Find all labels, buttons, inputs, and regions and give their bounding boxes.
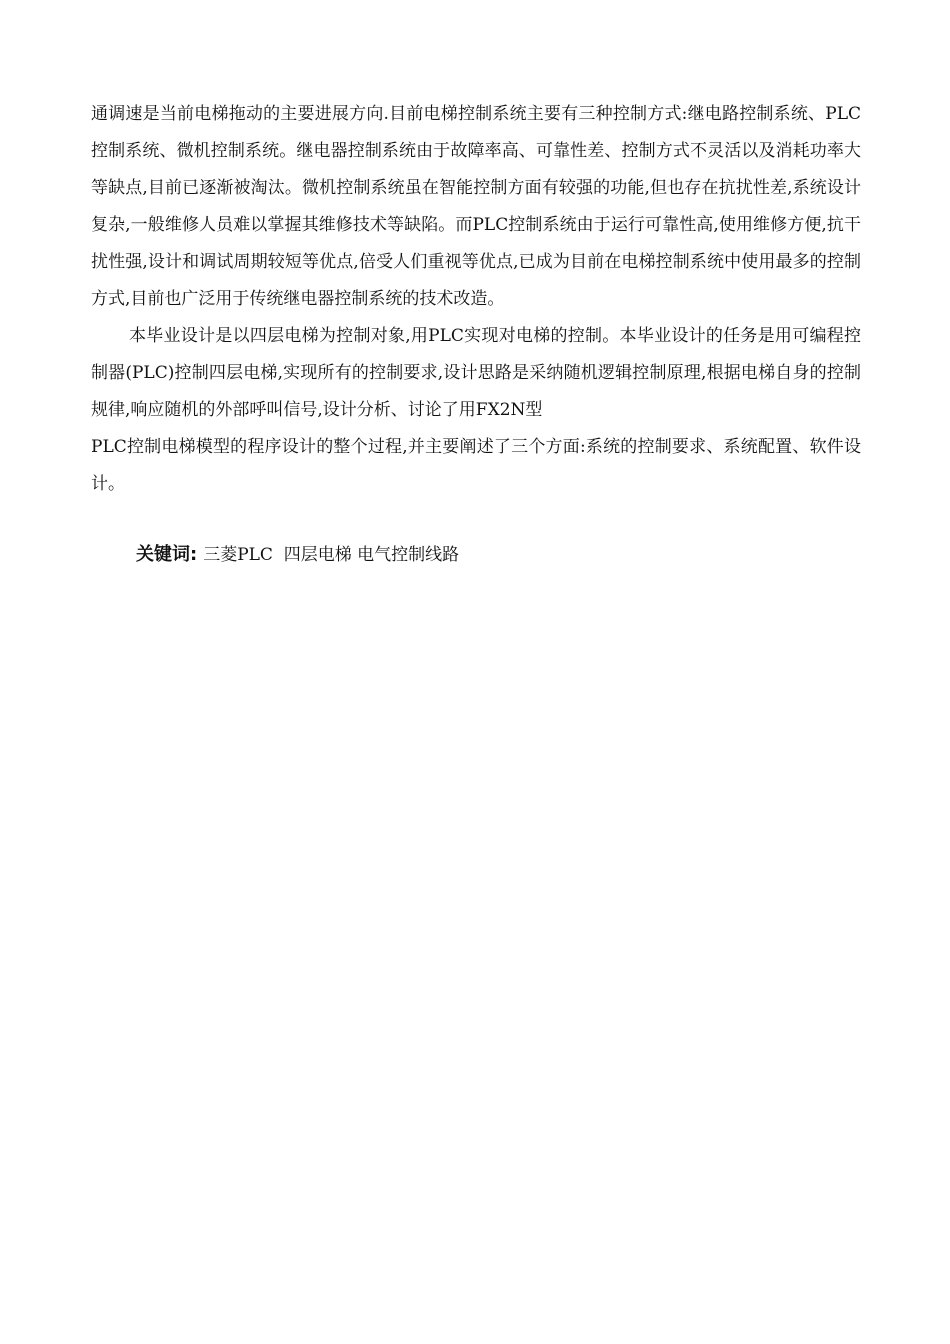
abstract-paragraph-2: 本毕业设计是以四层电梯为控制对象,用PLC实现对电梯的控制。本毕业设计的任务是用可编程控制器(PLC)控制四层电梯,实现所有的控制要求,设计思路是采纳随机逻辑控制原理,根据电梯自身的控制规律,响应随机的外部呼叫信号,设计分析、讨论了用FX2N型 PLC控制电梯模型的程序设计的整个过程,并主要阐述了三个方面:系统的控制要求、系统配置、软件设计。 (91, 326, 861, 494)
abstract-body (91, 96, 861, 503)
keywords-line (136, 536, 459, 574)
abstract-paragraph-1: 通调速是当前电梯拖动的主要进展方向.目前电梯控制系统主要有三种控制方式:继电路控制系统、PLC控制系统、微机控制系统。继电器控制系统由于故障率高、可靠性差、控制方式不灵活以及消耗功率大等缺点,目前已逐渐被淘汰。微机控制系统虽在智能控制方面有较强的功能,但也存在抗扰性差,系统设计复杂,一般维修人员难以掌握其维修技术等缺陷。而PLC控制系统由于运行可靠性高,使用维修方便,抗干扰性强,设计和调试周期较短等优点,倍受人们重视等优点,已成为目前在电梯控制系统中使用最多的控制方式,目前也广泛用于传统继电器控制系统的技术改造。 (91, 104, 861, 309)
keywords-values: 三菱PLC 四层电梯 电气控制线路 (203, 545, 460, 565)
keywords-label: 关键词: (136, 544, 198, 565)
